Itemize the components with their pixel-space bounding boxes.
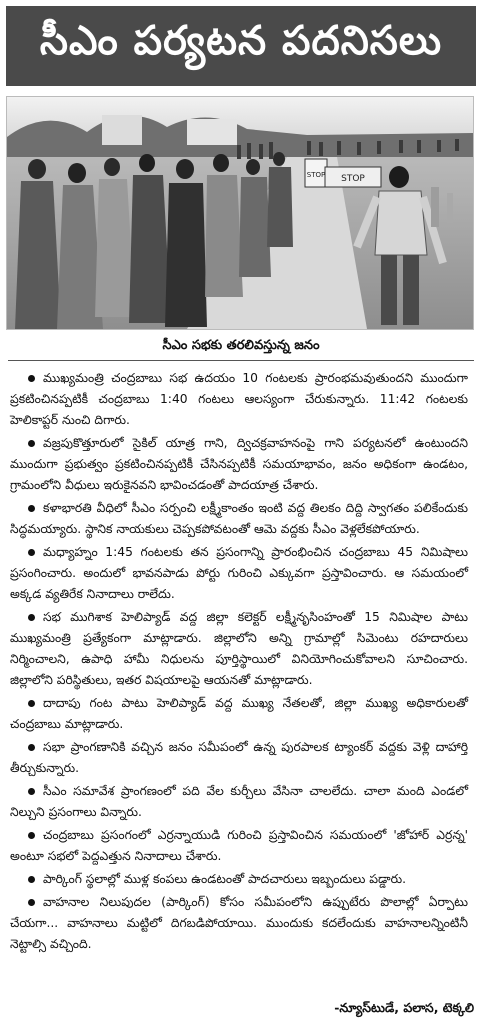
article-paragraph: ముఖ్యమంత్రి చంద్రబాబు సభ ఉదయం 10 గంటలకు ప్రారంభమవుతుందని ముందుగా ప్రకటించినప్పటికీ చంద్రబాబు 1:40 గంటలు ఆలస్యంగా చేరుకున్నారు. 11:42 గంటలకు హెలికాప్టర్ నుంచి దిగారు. (10, 371, 468, 427)
article-paragraph: కళాభారతి వీధిలో సీఎం సర్పంచి లక్ష్మీకాంతం ఇంటి వద్ద తిలకం దిద్ది స్వాగతం పలికేందుకు సిద్ధమయ్యారు. స్థానిక నాయకులు చెప్పకపోవటంతో ఆమె వద్దకు సీఎం వెళ్లలేకపోయారు. (10, 501, 468, 536)
article-paragraph: సీఎం సమావేశ ప్రాంగణంలో పది వేల కుర్చీలు వేసినా చాలలేదు. చాలా మంది ఎండలో నిల్చుని ప్రసంగాలు విన్నారు. (10, 784, 468, 819)
article-paragraph: సభా ప్రాంగణానికి వచ్చిన జనం సమీపంలో ఉన్న పురపాలక ట్యాంకర్ వద్దకు వెళ్లి దాహార్తి తీర్చుకున్నారు. (10, 740, 468, 775)
byline: -న్యూస్‌టుడే, పలాస, టెక్కలి (334, 1000, 474, 1015)
headline: సీఎం పర్యటన పదనిసలు (6, 6, 476, 86)
article-paragraph: సభ ముగిశాక హెలిప్యాడ్ వద్ద జిల్లా కలెక్టర్ లక్ష్మీనృసింహంతో 15 నిమిషాల పాటు ముఖ్యమంత్రి ప్రత్యేకంగా మాట్లాడారు. జిల్లాలోని అన్ని గ్రామాల్లో సిమెంటు రహదారులు నిర్మించాలని, ఉపాధి హామీ నిధులను పూర్తిస్థాయిలో వినియోగించుకోవాలని సూచించారు. జిల్లాలోని పరిస్థితులు, ఇతర విషయాలపై ఆయనతో మాట్లాడారు. (10, 610, 468, 687)
bullet-icon (28, 876, 35, 883)
article-paragraph: వాహనాల నిలుపుదల (పార్కింగ్) కోసం సమీపంలోని ఉప్పుటేరు పొలాల్లో ఏర్పాటు చేయగా... వాహనాలు మట్టిలో దిగబడిపోయాయి. ముందుకు కదలేందుకు వాహనాలన్నింటినీ నెట్టాల్సి వచ్చింది. (10, 895, 468, 951)
bullet-icon (28, 505, 35, 512)
article-paragraph: దాదాపు గంట పాటు హెలిప్యాడ్ వద్ద ముఖ్య నేతలతో, జిల్లా ముఖ్య అధికారులతో చంద్రబాబు మాట్లాడారు. (10, 696, 468, 731)
stop-banner-text: STOP (341, 174, 365, 184)
bullet-icon (28, 440, 35, 447)
bullet-icon (28, 614, 35, 621)
stop-sign-text: STOP (306, 171, 326, 179)
bullet-icon (28, 788, 35, 795)
bullet-icon (28, 375, 35, 382)
divider (8, 360, 474, 361)
article-body (10, 368, 468, 957)
bullet-icon (28, 744, 35, 751)
bullet-icon (28, 899, 35, 906)
article-paragraph: మధ్యాహ్నం 1:45 గంటలకు తన ప్రసంగాన్ని ప్రారంభించిన చంద్రబాబు 45 నిమిషాలు ప్రసంగించారు. అందులో భావనపాడు పోర్టు గురించి ఎక్కువగా ప్రస్తావించారు. ఆ సమయంలో అక్కడ వ్యతిరేక నినాదాలు రాలేదు. (10, 545, 468, 601)
article-paragraph: పార్కింగ్ స్థలాల్లో ముళ్ల కంపలు ఉండటంతో పాదచారులు ఇబ్బందులు పడ్డారు. (10, 869, 468, 890)
bullet-icon (28, 832, 35, 839)
news-photo (6, 96, 474, 330)
bullet-icon (28, 700, 35, 707)
photo-caption: సీఎం సభకు తరలివస్తున్న జనం (162, 338, 320, 353)
article-paragraph: చంద్రబాబు ప్రసంగంలో ఎర్రన్నాయుడి గురించి ప్రస్తావించిన సమయంలో 'జోహార్ ఎర్రన్న' అంటూ సభలో పెద్దఎత్తున నినాదాలు చేశారు. (10, 828, 468, 863)
bullet-icon (28, 549, 35, 556)
article-paragraph: వజ్రపుకొత్తూరులో సైకిల్ యాత్ర గాని, ద్విచక్రవాహనంపై గాని పర్యటనలో ఉంటుందని ముందుగా ప్రభుత్వం ప్రకటించినప్పటికీ చేసినప్పటికీ సమయాభావం, జనం అధికంగా ఉండటం, గ్రామంలోని వీధులు ఇరుకైనవని భావించడంతో పాదయాత్ర చేశారు. (10, 436, 468, 492)
